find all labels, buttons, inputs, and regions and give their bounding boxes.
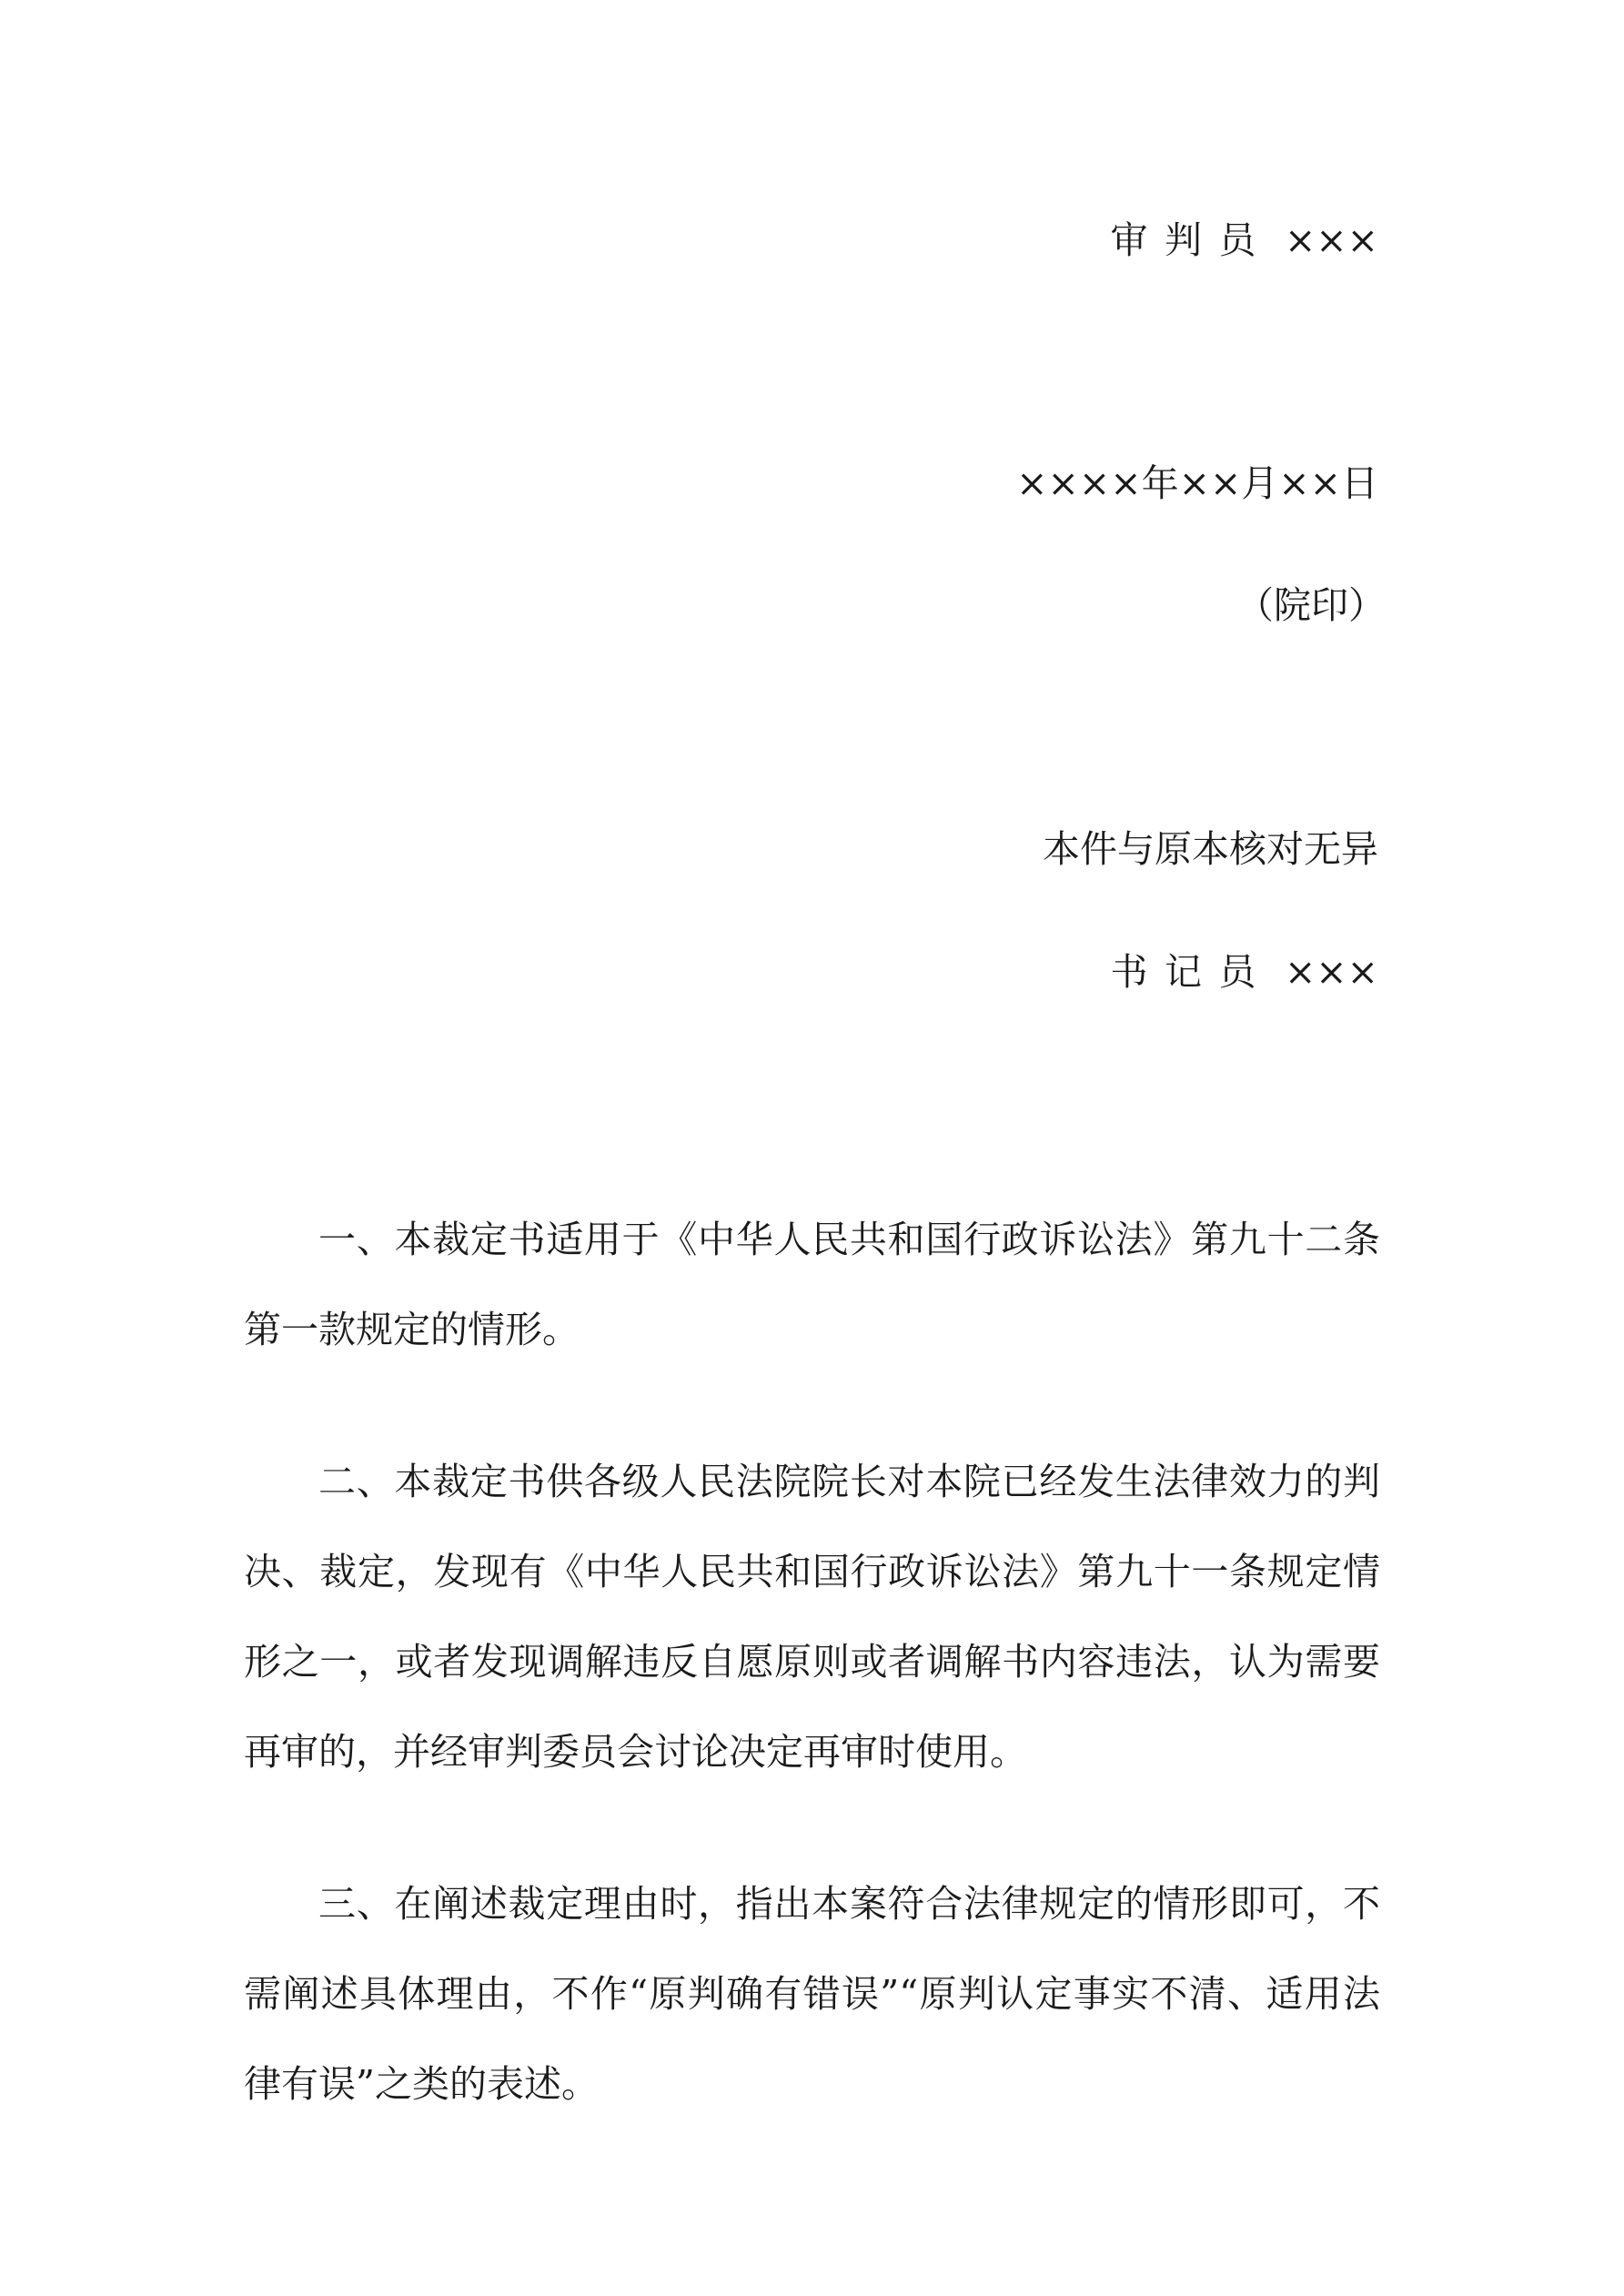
- usage-notes: [244, 1195, 1380, 2191]
- judge-signature-line: [1110, 218, 1378, 262]
- judge-label: 审判员: [1110, 218, 1273, 262]
- court-seal-note: （院印）: [1236, 583, 1386, 627]
- judge-name: ×××: [1284, 218, 1378, 262]
- clerk-signature-line: [1110, 950, 1378, 994]
- clerk-label: 书记员: [1110, 950, 1273, 994]
- certification-statement: 本件与原本核对无异: [1043, 827, 1378, 871]
- document-date: ××××年××月××日: [1016, 461, 1378, 505]
- note-paragraph-3: 三、在阐述裁定理由时，指出本案符合法律规定的情形即可，不需阐述具体理由，不作“原判确有错误”“原判认定事实不清、适用法律有误”之类的表述。: [244, 1882, 1380, 2106]
- note-paragraph-2: 二、本裁定书供各级人民法院院长对本院已经发生法律效力的判决、裁定，发现有《中华人民共和国行政诉讼法》第九十一条规定情形之一，或者发现调解违反自愿原则或者调解书内容违法，认为需要再审的，并经审判委员会讨论决定再审时使用。: [244, 1460, 1380, 1774]
- note-paragraph-1: 一、本裁定书适用于《中华人民共和国行政诉讼法》第九十二条第一款规定的情形。: [244, 1218, 1380, 1351]
- clerk-name: ×××: [1284, 950, 1378, 994]
